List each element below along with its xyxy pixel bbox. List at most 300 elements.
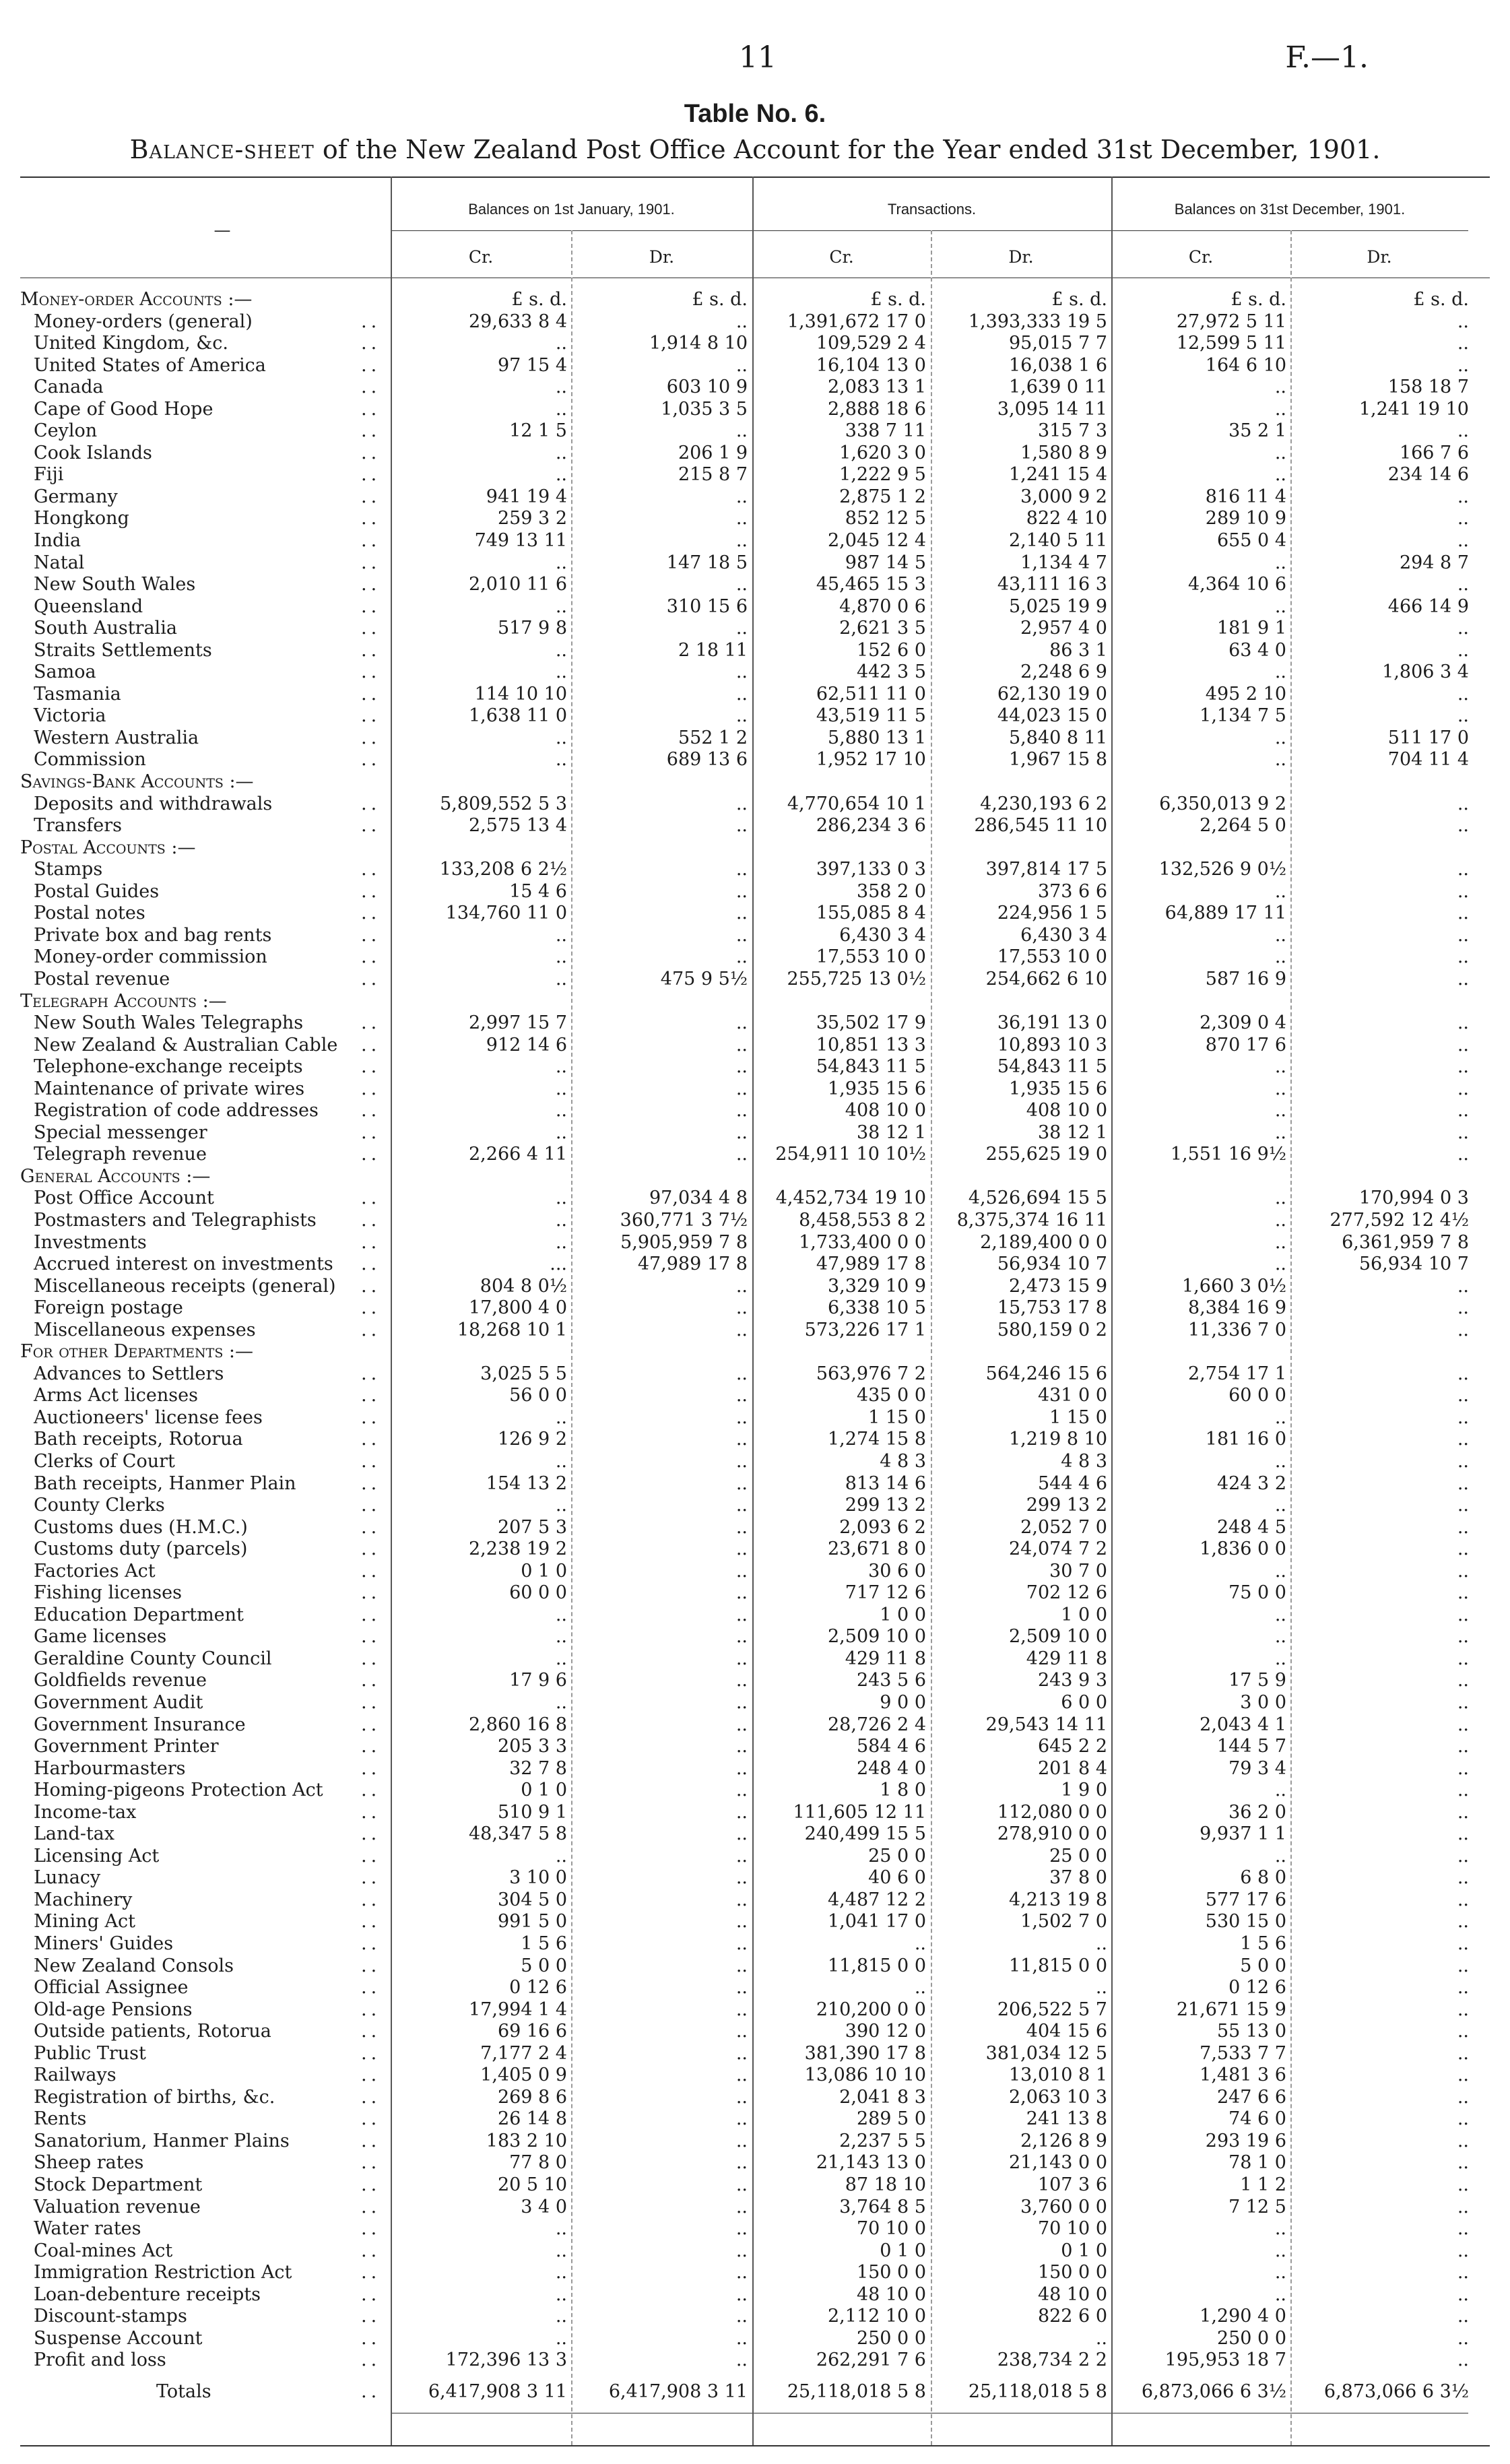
amount-cell: 201 8 4 [1037,1757,1107,1779]
amount-cell: 0 1 0 [521,1560,567,1582]
leader-dots: .. [361,1889,381,1910]
leader-dots: .. [361,2240,381,2261]
amount-cell: 183 2 10 [486,2130,567,2151]
page-reference: F.—1. [1285,40,1369,75]
account-label: Income-tax [34,1801,137,1823]
amount-cell: .. [735,2130,748,2151]
amount-cell: 1,405 0 9 [480,2065,567,2086]
amount-cell: .. [1457,946,1469,968]
amount-cell: 397,814 17 5 [985,859,1107,880]
table-row [0,1320,1510,1342]
amount-cell: 55 13 0 [1216,2021,1286,2042]
amount-cell: .. [735,1472,748,1494]
amount-cell: .. [1457,1867,1469,1889]
amount-cell: 75 0 0 [1228,1582,1286,1604]
amount-cell: 147 18 5 [666,552,748,573]
leader-dots: .. [361,1670,381,1691]
account-label: Land-tax [34,1823,114,1845]
account-label: Cape of Good Hope [34,398,214,420]
amount-cell: 9 0 0 [880,1692,926,1713]
amount-cell: 48,347 5 8 [469,1823,567,1845]
amount-cell: .. [735,1977,748,1999]
amount-cell: 2,052 7 0 [1020,1516,1107,1538]
amount-cell: .. [1274,1078,1286,1099]
account-label: Investments [34,1231,147,1253]
amount-cell: 25,118,018 5 8 [968,2380,1107,2402]
account-label: Ceylon [34,420,98,442]
leader-dots: .. [361,398,381,420]
amount-cell: 28,726 2 4 [828,1714,926,1735]
amount-cell: 36,191 13 0 [997,1012,1107,1034]
account-label: Advances to Settlers [34,1363,224,1384]
amount-cell: 2,888 18 6 [828,398,926,420]
leader-dots: .. [361,968,381,990]
table-bottom-rule [20,2445,1490,2446]
amount-cell: 2,248 6 9 [1020,661,1107,683]
amount-cell: 54,843 11 5 [816,1056,926,1078]
account-label: New Zealand & Australian Cable [34,1034,338,1056]
amount-cell: .. [555,552,567,573]
amount-cell: 1 8 0 [880,1780,926,1801]
amount-cell: .. [1274,1648,1286,1669]
amount-cell: .. [555,1845,567,1867]
amount-cell: .. [1457,1429,1469,1450]
amount-cell: 250 0 0 [856,2327,926,2349]
amount-cell: .. [555,1209,567,1231]
amount-cell: 6,873,066 6 3½ [1141,2380,1286,2402]
amount-cell: .. [1457,1780,1469,1801]
account-label: Homing-pigeons Protection Act [34,1780,323,1801]
amount-cell: 47,989 17 8 [637,1254,748,1275]
amount-cell: .. [1457,1319,1469,1340]
amount-cell: 1,580 8 9 [1020,442,1107,463]
amount-cell: .. [1274,749,1286,771]
amount-cell: .. [1457,2108,1469,2130]
amount-cell: .. [1274,924,1286,946]
amount-cell: 431 0 0 [1037,1385,1107,1406]
amount-cell: 30 6 0 [868,1560,926,1582]
amount-cell: 60 0 0 [509,1582,567,1604]
leader-dots: .. [361,705,381,727]
amount-cell: 511 17 0 [1387,727,1469,748]
amount-cell: 269 8 6 [497,2086,567,2108]
amount-cell: 5,809,552 5 3 [440,793,567,814]
table-row [0,333,1510,355]
leader-dots: .. [361,2306,381,2327]
amount-cell: .. [555,2218,567,2240]
leader-dots: .. [361,683,381,705]
amount-cell: .. [735,574,748,595]
account-label: Government Printer [34,1736,219,1757]
amount-cell: .. [735,880,748,902]
table-row [0,552,1510,575]
amount-cell: 1,952 17 10 [816,749,926,771]
amount-cell: .. [735,1823,748,1845]
amount-cell: 1 15 0 [1049,1406,1107,1428]
amount-cell: .. [735,1911,748,1933]
leader-dots: .. [361,1626,381,1648]
table-row [0,574,1510,596]
amount-cell: 13,010 8 1 [1009,2065,1107,2086]
amount-cell: 4,452,734 19 10 [775,1188,926,1209]
amount-cell: 45,465 15 3 [816,574,926,595]
table-row [0,1933,1510,1955]
table-row [0,640,1510,662]
amount-cell: 5,880 13 1 [828,727,926,748]
amount-cell: 2,754 17 1 [1188,1363,1286,1384]
amount-cell: 240,499 15 5 [804,1823,926,1845]
account-label: Foreign postage [34,1297,183,1319]
amount-cell: 107 3 6 [1037,2174,1107,2196]
amount-cell: .. [1457,1648,1469,1669]
leader-dots: .. [361,1188,381,1209]
account-label: Deposits and withdrawals [34,793,273,814]
amount-cell: 1,391,672 17 0 [787,311,926,332]
amount-cell: 25,118,018 5 8 [787,2380,926,2402]
amount-cell: .. [735,1780,748,1801]
amount-cell: 338 7 11 [845,420,926,442]
leader-dots: .. [361,508,381,529]
amount-cell: 43,519 11 5 [816,705,926,727]
amount-cell: .. [735,2086,748,2108]
amount-cell: .. [735,1714,748,1735]
table-row [0,508,1510,530]
amount-cell: .. [1457,1604,1469,1625]
amount-cell: 1,836 0 0 [1200,1538,1286,1560]
leader-dots: .. [361,1867,381,1889]
account-label: Official Assignee [34,1977,189,1999]
amount-cell: .. [1457,859,1469,880]
amount-cell: 47,989 17 8 [816,1254,926,1275]
account-label: Postal Guides [34,880,160,902]
amount-cell: .. [735,1867,748,1889]
amount-cell: 4,230,193 6 2 [980,793,1107,814]
amount-cell: £ s. d. [692,289,748,310]
amount-cell: .. [735,1692,748,1713]
table-row [0,2131,1510,2153]
amount-cell: 286,234 3 6 [816,815,926,837]
leader-dots: .. [361,880,381,902]
totals-spacer [0,2372,1510,2381]
amount-cell: .. [555,946,567,968]
amount-cell: .. [1457,1450,1469,1472]
leader-dots: .. [361,1385,381,1406]
section-heading: Postal Accounts :— [20,837,196,858]
table-row [0,2152,1510,2174]
amount-cell: 15,753 17 8 [997,1297,1107,1319]
amount-cell: 1,620 3 0 [839,442,926,463]
amount-cell: .. [555,968,567,990]
amount-cell: .. [1274,398,1286,420]
table-row [0,2197,1510,2219]
amount-cell: 749 13 11 [474,530,567,552]
account-label: Rents [34,2108,87,2130]
amount-cell: .. [1095,2327,1107,2349]
table-row [0,1714,1510,1737]
amount-cell: 4,526,694 15 5 [968,1188,1107,1209]
amount-cell: 822 4 10 [1026,508,1107,529]
table-row [0,1538,1510,1561]
table-row [0,1363,1510,1386]
amount-cell: 645 2 2 [1037,1736,1107,1757]
amount-cell: 114 10 10 [474,683,567,705]
table-row [0,1254,1510,1276]
amount-cell: .. [1457,1100,1469,1122]
leader-dots: .. [361,1604,381,1625]
amount-cell: 397,133 0 3 [816,859,926,880]
amount-cell: .. [735,1297,748,1319]
amount-cell: .. [555,2327,567,2349]
account-label: Postal revenue [34,968,170,990]
table-title: Table No. 6. [684,100,826,128]
table-row [0,1188,1510,1210]
account-label: Miners' Guides [34,1933,174,1955]
amount-cell: 5,840 8 11 [1009,727,1107,748]
amount-cell: 97,034 4 8 [649,1188,748,1209]
leader-dots: .. [361,661,381,683]
amount-cell: 2,112 10 0 [828,2306,926,2327]
amount-cell: .. [735,1275,748,1297]
section-heading-row [0,1166,1510,1188]
amount-cell: 2,140 5 11 [1009,530,1107,552]
leader-dots: .. [361,793,381,814]
amount-cell: 205 3 3 [497,1736,567,1757]
amount-cell: 1,967 15 8 [1009,749,1107,771]
account-label: New South Wales [34,574,196,595]
table-row [0,1736,1510,1758]
table-row [0,1604,1510,1627]
amount-cell: .. [555,1692,567,1713]
amount-cell: .. [1457,1472,1469,1494]
account-label: United States of America [34,354,266,376]
amount-cell: .. [735,420,748,442]
amount-cell: .. [1457,2086,1469,2108]
amount-cell: .. [555,2262,567,2283]
amount-cell: .. [1457,1122,1469,1143]
amount-cell: 5 0 0 [1240,1955,1286,1976]
amount-cell: .. [1457,1692,1469,1713]
amount-cell: 6 8 0 [1240,1867,1286,1889]
amount-cell: .. [735,815,748,837]
amount-cell: 243 9 3 [1037,1670,1107,1691]
amount-cell: 12 1 5 [509,420,567,442]
account-label: Old-age Pensions [34,1999,193,2020]
amount-cell: .. [1274,2240,1286,2261]
amount-cell: 870 17 6 [1205,1034,1286,1056]
section-heading: Savings-Bank Accounts :— [20,771,254,793]
amount-cell: 11,815 0 0 [1009,1955,1107,1976]
amount-cell: .. [735,618,748,639]
amount-cell: 373 6 6 [1037,880,1107,902]
account-label: Auctioneers' license fees [34,1406,263,1428]
amount-cell: 2,860 16 8 [469,1714,567,1735]
table-row [0,1977,1510,1999]
amount-cell: 360,771 3 7½ [620,1209,748,1231]
amount-cell: 3,764 8 5 [839,2196,926,2217]
amount-cell: 248 4 5 [1216,1516,1286,1538]
leader-dots: .. [361,1911,381,1933]
leader-dots: .. [361,1056,381,1078]
amount-cell: .. [1457,815,1469,837]
amount-cell: .. [735,1560,748,1582]
table-row [0,2043,1510,2065]
leader-dots: .. [361,420,381,442]
amount-cell: .. [735,1450,748,1472]
amount-cell: 2,266 4 11 [469,1144,567,1165]
amount-cell: .. [1274,1254,1286,1275]
amount-cell: .. [1274,1845,1286,1867]
amount-cell: 210,200 0 0 [816,1999,926,2020]
account-label: Valuation revenue [34,2196,201,2217]
amount-cell: 38 12 1 [856,1122,926,1143]
table-row [0,881,1510,903]
amount-cell: .. [735,1429,748,1450]
amount-cell: .. [1457,1845,1469,1867]
account-label: Water rates [34,2218,141,2240]
account-label: Factories Act [34,1560,156,1582]
table-row [0,1297,1510,1320]
amount-cell: .. [735,1100,748,1122]
amount-cell: .. [1274,442,1286,463]
amount-cell: 11,336 7 0 [1188,1319,1286,1340]
account-label: Machinery [34,1889,133,1910]
amount-cell: 381,390 17 8 [804,2042,926,2064]
table-body [0,289,1510,2403]
amount-cell: .. [1457,2152,1469,2174]
amount-cell: 1 0 0 [880,1604,926,1625]
section-heading-row [0,289,1510,311]
amount-cell: 164 6 10 [1205,354,1286,376]
section-heading: General Accounts :— [20,1165,211,1187]
amount-cell: 991 5 0 [497,1911,567,1933]
amount-cell: 30 7 0 [1049,1560,1107,1582]
amount-cell: .. [1457,2196,1469,2217]
amount-cell: 17 9 6 [509,1670,567,1691]
leader-dots: .. [361,1144,381,1165]
amount-cell: .. [735,1538,748,1560]
amount-cell: .. [1457,1078,1469,1099]
group-header-closing: Balances on 31st December, 1901. [1174,201,1406,218]
amount-cell: .. [735,903,748,924]
leader-dots: .. [361,946,381,968]
amount-cell: .. [555,333,567,354]
amount-cell: 15 4 6 [509,880,567,902]
table-row [0,1692,1510,1714]
table-row [0,1495,1510,1517]
leader-dots: .. [361,1231,381,1253]
amount-cell: .. [1457,1582,1469,1604]
amount-cell: 12,599 5 11 [1176,333,1286,354]
amount-cell: 1 5 6 [1240,1933,1286,1955]
leader-dots: .. [361,1977,381,1999]
amount-cell: 11,815 0 0 [828,1955,926,1976]
amount-cell: 9,937 1 1 [1200,1823,1286,1845]
amount-cell: 17,553 10 0 [997,946,1107,968]
leader-dots: .. [361,1933,381,1955]
amount-cell: 70 10 0 [856,2218,926,2240]
amount-cell: 77 8 0 [509,2152,567,2174]
amount-cell: 552 1 2 [678,727,748,748]
amount-cell: 381,034 12 5 [985,2042,1107,2064]
account-label: Stock Department [34,2174,203,2196]
account-label: Mining Act [34,1911,136,1933]
amount-cell: 255,625 19 0 [985,1144,1107,1165]
amount-cell: 8,458,553 8 2 [799,1209,926,1231]
table-row [0,2240,1510,2263]
amount-cell: .. [1457,683,1469,705]
amount-cell: .. [1457,1144,1469,1165]
subtitle-lead: Balance-sheet [129,135,315,164]
amount-cell: .. [735,1604,748,1625]
amount-cell: .. [735,683,748,705]
amount-cell: 6,430 3 4 [839,924,926,946]
amount-cell: .. [1457,1034,1469,1056]
amount-cell: 2,264 5 0 [1200,815,1286,837]
account-label: Private box and bag rents [34,924,272,946]
amount-cell: .. [1274,1450,1286,1472]
amount-cell: 1,935 15 6 [1009,1078,1107,1099]
table-row [0,1276,1510,1298]
account-label: Telephone-exchange receipts [34,1056,303,1078]
amount-cell: .. [1457,1363,1469,1384]
amount-cell: .. [555,1100,567,1122]
amount-cell: 1,733,400 0 0 [799,1231,926,1253]
table-row [0,2328,1510,2350]
amount-cell: ... [550,1254,567,1275]
amount-cell: .. [555,1122,567,1143]
amount-cell: 1 1 2 [1240,2174,1286,2196]
table-row [0,1626,1510,1648]
amount-cell: 4 8 3 [880,1450,926,1472]
amount-cell: .. [1457,2065,1469,2086]
table-row [0,946,1510,969]
amount-cell: .. [1457,2174,1469,2196]
amount-cell: 38 12 1 [1037,1122,1107,1143]
amount-cell: .. [1457,1823,1469,1845]
amount-cell: .. [735,924,748,946]
amount-cell: 8,375,374 16 11 [956,1209,1107,1231]
amount-cell: 6,361,959 7 8 [1342,1231,1469,1253]
amount-cell: .. [1457,1714,1469,1735]
amount-cell: 429 11 8 [845,1648,926,1669]
amount-cell: .. [555,1626,567,1648]
amount-cell: .. [1457,1297,1469,1319]
amount-cell: .. [1274,1056,1286,1078]
table-row [0,1955,1510,1978]
amount-cell: .. [1095,1933,1107,1955]
amount-cell: .. [1457,2306,1469,2327]
leader-dots: .. [361,1999,381,2020]
table-row [0,903,1510,925]
amount-cell: 154 13 2 [486,1472,567,1494]
amount-cell: .. [735,1034,748,1056]
amount-cell: 6,417,908 3 11 [608,2380,748,2402]
amount-cell: 580,159 0 2 [997,1319,1107,1340]
amount-cell: 704 11 4 [1387,749,1469,771]
amount-cell: 17,994 1 4 [469,1999,567,2020]
amount-cell: 172,396 13 3 [445,2349,567,2371]
table-row [0,1780,1510,1802]
amount-cell: .. [555,1450,567,1472]
table-row [0,2087,1510,2109]
amount-cell: 40 6 0 [868,1867,926,1889]
amount-cell: .. [1457,333,1469,354]
amount-cell: .. [1457,639,1469,661]
amount-cell: .. [914,1977,926,1999]
amount-cell: .. [555,1604,567,1625]
table-row [0,1100,1510,1122]
amount-cell: 29,543 14 11 [985,1714,1107,1735]
